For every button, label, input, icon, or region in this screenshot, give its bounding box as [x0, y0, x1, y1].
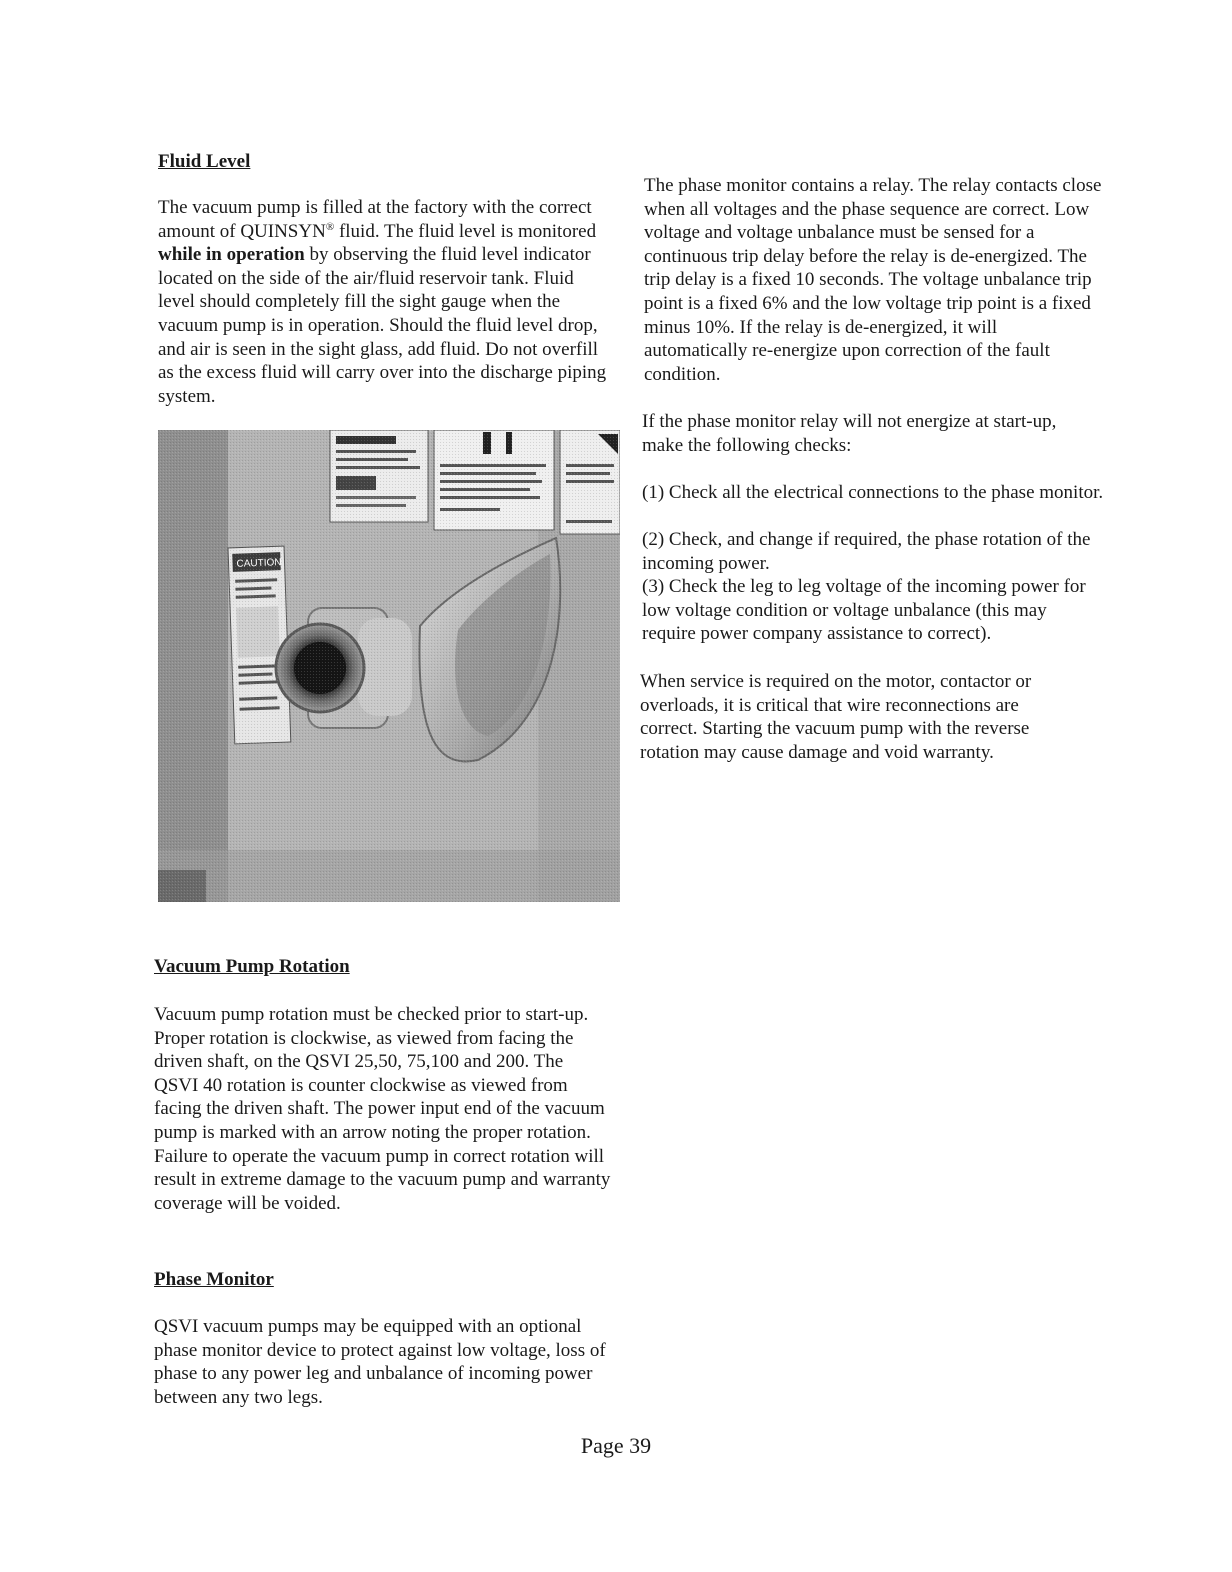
- registered-mark: ®: [325, 220, 335, 233]
- vacuum-pump-rotation-heading: Vacuum Pump Rotation: [154, 956, 350, 977]
- check-item-1: (1) Check all the electrical connections to the phase monitor.: [642, 482, 1104, 503]
- fluid-text-part2: fluid. The fluid level is monitored: [334, 220, 597, 242]
- fluid-text-part1: The vacuum pump is filled at the factory with the correct amount of QUINSYN: [158, 197, 592, 242]
- phase-monitor-paragraph: QSVI vacuum pumps may be equipped with an optional phase monitor device to protect against low voltage, loss of phase to any power leg and unbalance of incoming power between any two legs.: [154, 1316, 606, 1408]
- phase-monitor-heading: Phase Monitor: [154, 1269, 274, 1290]
- service-wiring-paragraph: When service is required on the motor, contactor or overloads, it is critical that wire reconnections are correct. Starting the vacuum pump with the reverse rotation may cause damage and void warranty.: [640, 671, 1032, 763]
- pump-photo: [158, 430, 620, 902]
- page-number: Page 39: [580, 1433, 652, 1458]
- check-item-2: (2) Check, and change if required, the phase rotation of the incoming power.: [642, 529, 1091, 574]
- fluid-level-heading: Fluid Level: [158, 151, 251, 172]
- rotation-paragraph: Vacuum pump rotation must be checked prior to start-up. Proper rotation is clockwise, as viewed from facing the driven shaft, on the QSVI 25,50, 75,100 and 200. The QSVI 40 rotation is counter clockwise as viewed from facing the driven shaft. The power input end of the vacuum pump is marked with an arrow noting the proper rotation. Failure to operate the vacuum pump in correct rotation will result in extreme damage to the vacuum pump and warranty coverage will be voided.: [154, 1004, 611, 1214]
- fluid-text-bold: while in operation: [158, 244, 305, 266]
- relay-paragraph: The phase monitor contains a relay. The relay contacts close when all voltages and the phase sequence are correct. Low voltage and voltage unbalance must be sensed for a continuous trip delay before the relay is de-energized. The trip delay is a fixed 10 seconds. The voltage unbalance trip point is a fixed 6% and the low voltage trip point is a fixed minus 10%. If the relay is de-energized, it will automatically re-energize upon correction of the fault condition.: [644, 175, 1102, 385]
- start-up-checks-intro: If the phase monitor relay will not energize at start-up, make the following checks:: [642, 411, 1057, 456]
- check-item-3: (3) Check the leg to leg voltage of the incoming power for low voltage condition or voltage unbalance (this may require power company assistance to correct).: [642, 576, 1086, 645]
- fluid-level-paragraph: [158, 196, 614, 408]
- fluid-text-part3: by observing the fluid level indicator located on the side of the air/fluid reservoir tank. Fluid level should completely fill the sight gauge when the vacuum pump is in operation. Should the fluid level drop, and air is seen in the sight glass, add fluid. Do not overfill as the excess fluid will carry over into the discharge piping system.: [158, 244, 607, 407]
